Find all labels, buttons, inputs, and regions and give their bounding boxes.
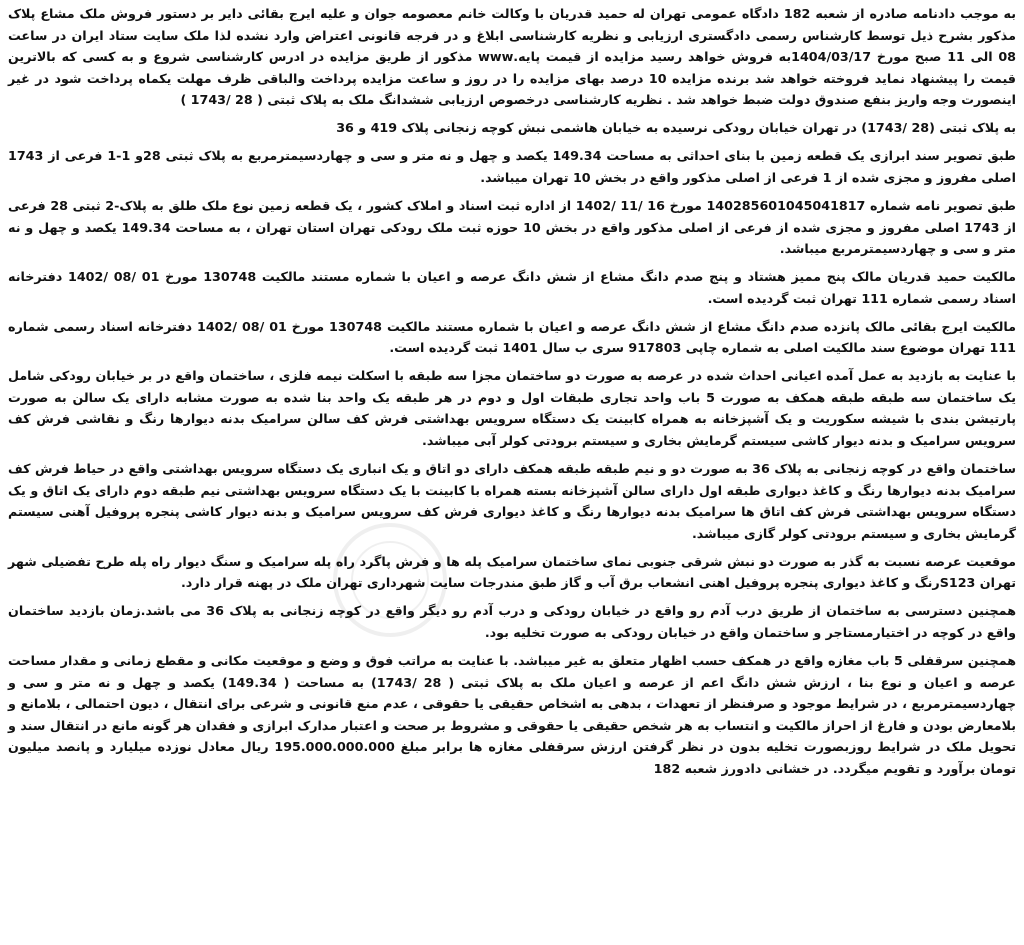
paragraph-ownership-first: مالکیت حمید قدریان مالک پنج ممیز هشتاد و پنج صدم دانگ مشاع از شش دانگ عرصه و اعیان با شماره مستند مالکیت 130748 مورخ 01 /08 /1402 دفترخانه اسناد رسمی شماره 111 تهران ثبت گردیده است. — [8, 269, 1016, 306]
paragraph-location-details: موقعیت عرصه نسبت به گذر به صورت دو نبش شرقی جنوبی نمای ساختمان سرامیک پله ها و فرش پاگرد راه پله سرامیک و سنگ دیوار راه پله طرح تفضیلی شهر تهران S123رنگ و کاغذ دیواری پنجره پروفیل اهنی انشعاب برق آب و گاز طبق مندرجات سایت شهرداری تهران ملک در پهنه قرار دارد. — [8, 553, 1016, 591]
paragraph-auction-order: به موجب دادنامه صادره از شعبه 182 دادگاه عمومی تهران له حمید قدریان با وکالت خانم معصومه جوان و علیه ایرج بقائی دایر بر دستور فروش ملک مشاع پلاک مذکور بشرح ذیل توسط کارشناس رسمی دادگستری ارزیابی و نظریه کارشناسی ابلاغ و در فرجه قانونی اعتراض وارد نشده لذا ملک سایت ستاد ایران در ساعت 08 الی 11 صبح مورخ 1404/03/17به فروش خواهد رسید مزایده از قیمت پایه.www مذکور از طریق مزایده در ادرس کارشناسی شروع و به کسی که بالاترین قیمت را پیشنهاد نماید فروخته خواهد شد برنده مزایده 10 درصد بهای مزایده را در روز و ساعت مزایده پرداخت والباقی ظرف مهلت یکماه پرداخت شود در غیر اینصورت وجه واریز بنفع صندوق دولت ضبط خواهد شد . نظریه کارشناسی درخصوص ارزیابی ششدانگ ملک به پلاک ثبتی ( 28 /1743 ) — [8, 6, 1017, 108]
paragraph-registry-letter: طبق تصویر نامه شماره 140285601045041817 مورخ 16 /11 /1402 از اداره ثبت اسناد و املاک کشور ، یک قطعه زمین نوع ملک طلق به پلاک-2 ثبتی 28 فرعی از 1743 اصلی مفروز و مجزی شده از فرعی از اصلی مذکور واقع در بخش 10 حوزه ثبت ملک رودکی تهران استان تهران ، به مساحت 149.34 یکصد و چهل و نه متر و سی و چهاردسیمترمربع میباشد. — [8, 197, 1016, 257]
paragraph-access-details: همچنین دسترسی به ساختمان از طریق درب آدم رو واقع در خیابان رودکی و درب آدم رو دیگر واقع در کوچه زنجانی به پلاک 36 می باشد.زمان بازدید ساختمان واقع در کوچه در اختیارمستاجر و ساختمان واقع در خیابان رودکی به صورت تخلیه بود. — [8, 603, 1016, 640]
paragraph-inspection-main-building: با عنایت به بازدید به عمل آمده اعیانی احداث شده در عرصه به صورت دو ساختمان مجزا سه طبقه با اسکلت نیمه فلزی ، ساختمان واقع در بر خیابان رودکی شامل یک ساختمان سه طبقه طبقه همکف به صورت 5 باب واحد تجاری طبقات اول و دوم در هر طبقه یک واحد بنا شده به صورت مشابه دارای یک سالن به صورت پارتیشن بندی با شیشه سکوریت و یک آشپزخانه به همراه کابینت یک دستگاه سرویس بهداشتی فرش کف سالن سرامیک بدنه دیوارها رنگ و نقاشی فرش کف سرویس سرامیک و بدنه دیوار کاشی سیستم گرمایش بخاری و سیستم برودتی کولر آبی میباشد. — [8, 368, 1016, 449]
paragraph-ownership-second: مالکیت ایرج بقائی مالک پانزده صدم دانگ مشاع از شش دانگ عرصه و اعیان با شماره مستند مالکیت 130748 مورخ 01 /08 /1402 دفترخانه اسناد رسمی شماره 111 تهران موضوع سند مالکیت اصلی به شماره چاپی 917803 سری ب سال 1401 ثبت گردیده است. — [8, 318, 1016, 356]
paragraph-deed-description: طبق تصویر سند ابرازی یک قطعه زمین با بنای احداثی به مساحت 149.34 یکصد و چهل و نه متر و سی و چهاردسیمترمربع به پلاک ثبتی 28و 1-1 فرعی از 1743 اصلی مفروز و مجزی شده از 1 فرعی از اصلی مذکور واقع در بخش 10 تهران میباشد. — [8, 148, 1016, 185]
paragraph-inspection-alley-building: ساختمان واقع در کوچه زنجانی به پلاک 36 به صورت دو و نیم طبقه طبقه همکف دارای دو اتاق و یک انباری یک دستگاه سرویس بهداشتی واقع در حیاط فرش کف سرامیک بدنه دیوارها رنگ و کاغذ دیواری طبقه اول دارای سالن آشپزخانه بسته همراه با کابینت با یک دستگاه سرویس بهداشتی نیم طبقه دوم دارای یک اتاق و یک دستگاه سرویس بهداشتی فرش کف اتاق ها سرامیک بدنه دیوارها رنگ و کاغذ دیواری فرش کف سرویس سرامیک و بدنه دیوار کاشی پنجره پروفیل آهنی سیستم گرمایش بخاری و سیستم برودتی کولر گازی میباشد. — [8, 461, 1017, 541]
paragraph-valuation: همچنین سرقفلی 5 باب مغازه واقع در همکف حسب اظهار متعلق به غیر میباشد. با عنایت به مراتب فوق و وضع و موقعیت مکانی و مقطع زمانی و مقدار مساحت عرصه و اعیان و نوع بنا ، ارزش شش دانگ اعم از عرصه و اعیان ملک به پلاک ثبتی ( 28 /1743) به مساحت ( 149.34) یکصد و چهل و نه متر و سی و چهاردسیمترمربع ، در شرایط موجود و صرفنظر از تعهدات ، بدهی به اشخاص حقیقی یا حقوقی ، عدم منع قانونی و شرعی برای انتقال ، دیون احتمالی ، بلامانع و بلامعارض بودن و فارغ از احراز مالکیت و انتساب به هر شخص حقیقی یا حقوقی و مشروط بر صحت و اعتبار مدارک ابرازی و فقدان هر گونه مانع در انتقال سند و تحویل ملک در شرایط روزبصورت تخلیه بدون در نظر گرفتن ارزش سرقفلی مغازه ها برابر مبلغ 195.000.000.000 ریال معادل نوزده میلیارد و پانصد میلیون تومان برآورد و تقویم میگردد. در خشانی دادورز شعبه 182 — [8, 652, 1016, 776]
paragraph-property-address: به پلاک ثبتی (28 /1743) در تهران خیابان رودکی نرسیده به خیابان هاشمی نبش کوچه زنجانی پلاک 419 و 36 — [336, 120, 1016, 136]
